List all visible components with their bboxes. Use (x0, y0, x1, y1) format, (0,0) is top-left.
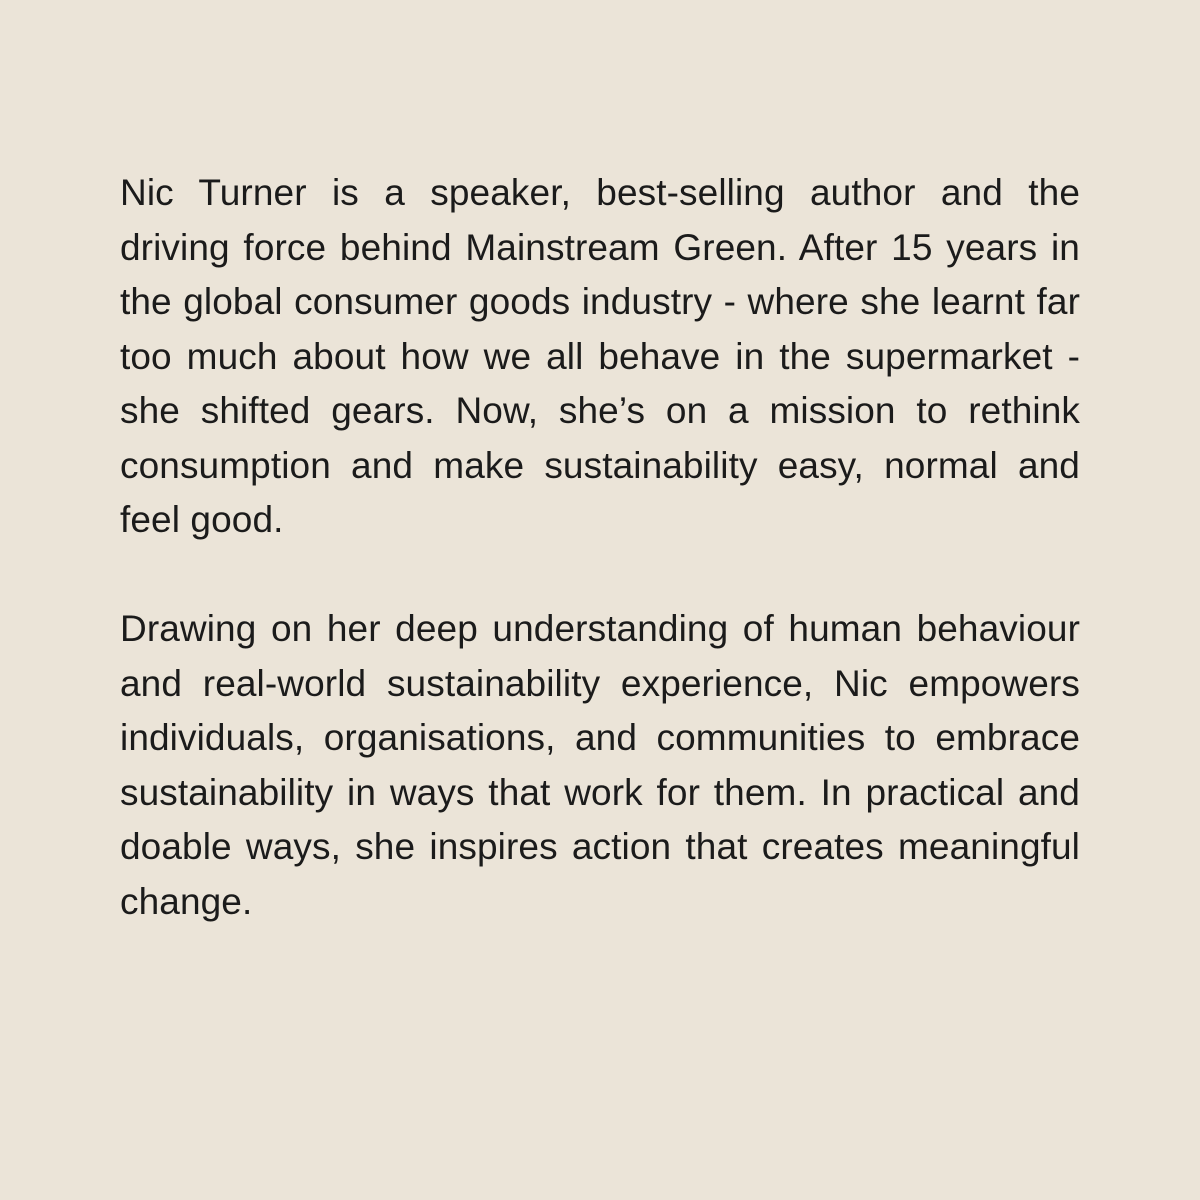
bio-paragraph-2: Drawing on her deep understanding of human behaviour and real-world sustainability experience, Nic empowers individuals, organisations, and communities to embrace sustainability in ways that work for them. In practical and doable ways, she inspires action that creates meaningful change. (120, 608, 1080, 922)
bio-paragraph-1: Nic Turner is a speaker, best-selling author and the driving force behind Mainstream Green. After 15 years in the global consumer goods industry - where she learnt far too much about how we all behave in the supermarket - she shifted gears. Now, she’s on a mission to rethink consumption and make sustainability easy, normal and feel good. (120, 172, 1080, 540)
bio-text-block (120, 166, 1080, 929)
